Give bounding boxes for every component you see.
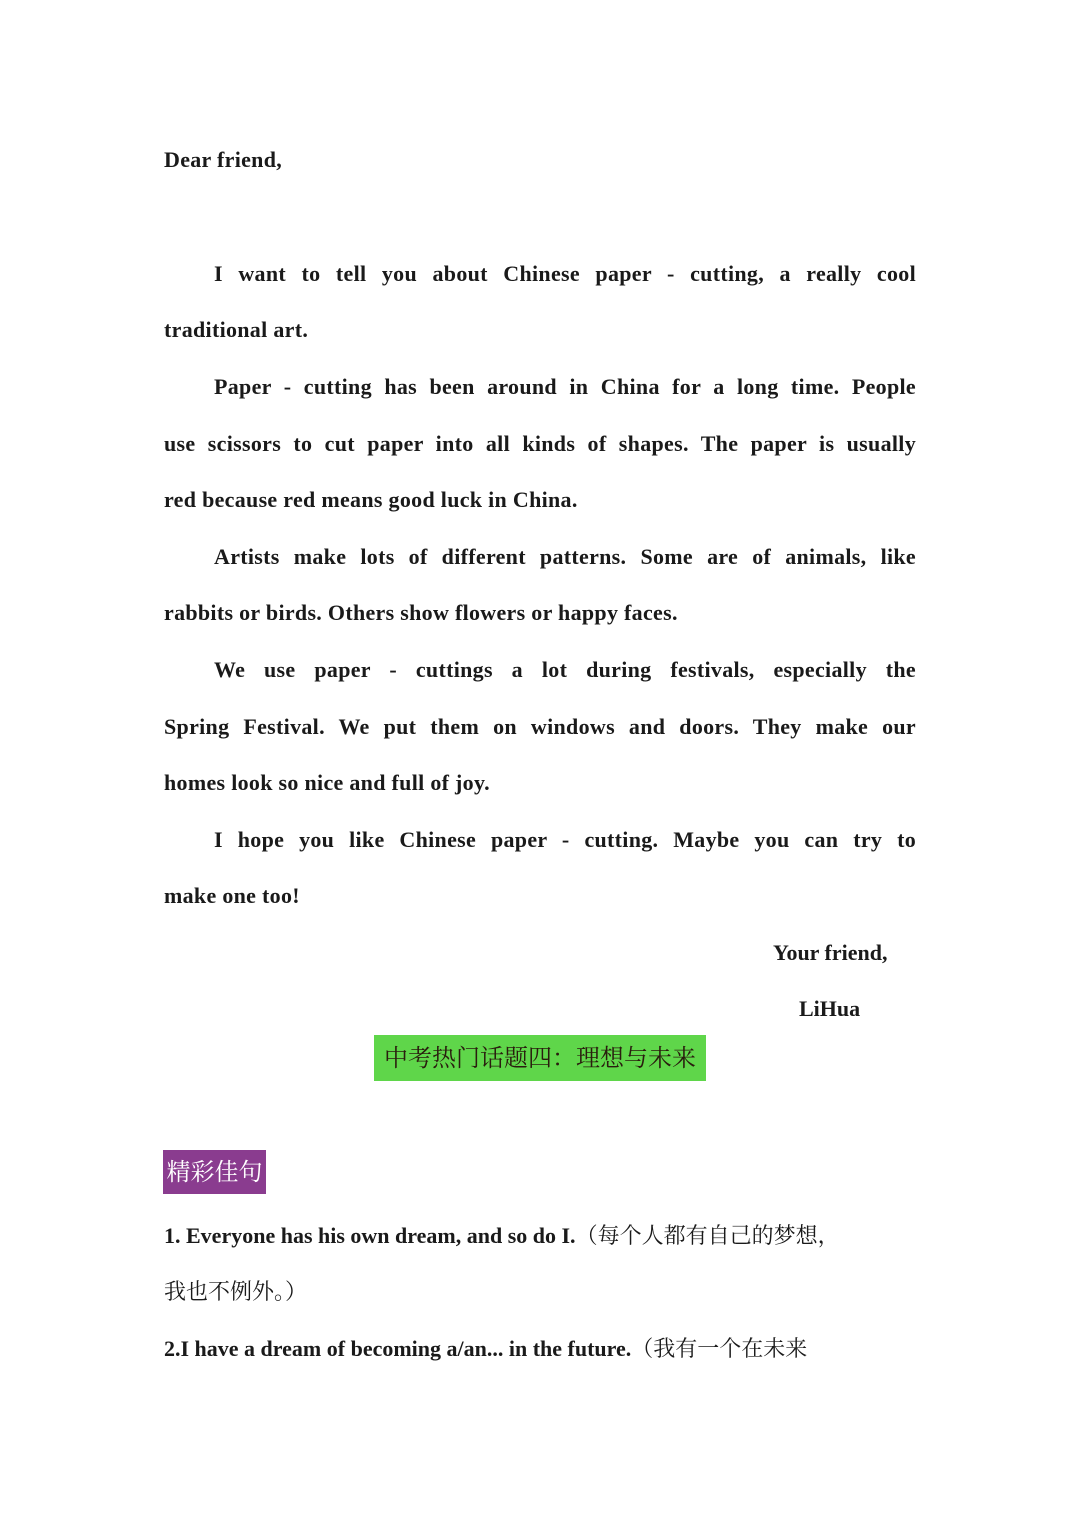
- paragraph-1-line-1: I want to tell you about Chinese paper - cutting, a really cool: [214, 261, 916, 286]
- paragraph-4-line-1: We use paper - cuttings a lot during festivals, especially the: [214, 657, 916, 682]
- sentence-1-english: 1. Everyone has his own dream, and so do I.: [164, 1223, 576, 1248]
- paragraph-2-line-2: use scissors to cut paper into all kinds of shapes. The paper is usually: [164, 431, 916, 456]
- paragraph-3-line-2: rabbits or birds. Others show flowers or happy faces.: [164, 600, 678, 625]
- sentence-1-chinese-part-2: 我也不例外。）: [164, 1280, 308, 1305]
- paragraph-2-line-1: Paper - cutting has been around in China for a long time. People: [214, 374, 916, 399]
- paragraph-5-line-1: I hope you like Chinese paper - cutting. Maybe you can try to: [214, 827, 916, 852]
- paragraph-4-line-3: homes look so nice and full of joy.: [164, 770, 490, 795]
- sentence-1-line-2: [164, 1277, 307, 1308]
- sentence-1-line-1: [164, 1221, 840, 1252]
- letter-greeting: Dear friend,: [164, 147, 283, 172]
- sentence-2-english: 2.I have a dream of becoming a/an... in the future.: [164, 1336, 632, 1361]
- sentence-2-line-1: [164, 1334, 807, 1365]
- sentence-1-chinese-part-1: （每个人都有自己的梦想，: [575, 1224, 840, 1249]
- paragraph-2-line-3: red because red means good luck in China.: [164, 487, 578, 512]
- sentence-2-chinese-part-1: （我有一个在未来: [631, 1337, 808, 1362]
- topic-heading: 中考热门话题四：理想与未来: [374, 1035, 706, 1081]
- section-tag: 精彩佳句: [163, 1150, 266, 1194]
- paragraph-5-line-2: make one too!: [164, 883, 300, 908]
- letter-closing: Your friend,: [773, 940, 888, 965]
- paragraph-1-line-2: traditional art.: [164, 317, 309, 342]
- paragraph-3-line-1: Artists make lots of different patterns. Some are of animals, like: [214, 544, 916, 569]
- letter-signature: LiHua: [799, 996, 861, 1021]
- paragraph-4-line-2: Spring Festival. We put them on windows and doors. They make our: [164, 714, 916, 739]
